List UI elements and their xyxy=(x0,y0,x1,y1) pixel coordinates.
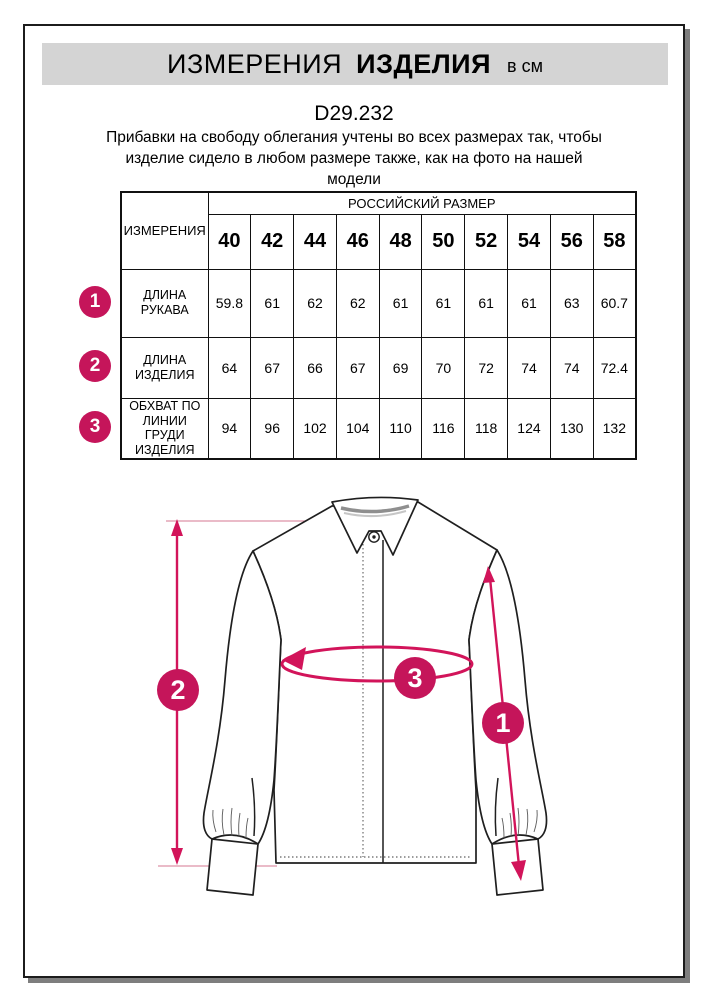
sleeve-left xyxy=(203,551,281,844)
diagram-marker-sleeve-length xyxy=(482,702,524,744)
measurements-table xyxy=(120,191,637,460)
value-cell: 70 xyxy=(422,337,465,398)
page-title-bold: ИЗДЕЛИЯ xyxy=(356,48,491,79)
outer-frame xyxy=(23,24,685,978)
value-cell: 62 xyxy=(294,269,337,337)
size-header: 46 xyxy=(336,214,379,269)
size-header: 50 xyxy=(422,214,465,269)
row-marker-2: 2 xyxy=(79,350,111,382)
value-cell: 102 xyxy=(294,398,337,459)
value-cell: 67 xyxy=(336,337,379,398)
table-row-item-length xyxy=(121,337,636,398)
value-cell: 61 xyxy=(465,269,508,337)
table-row xyxy=(121,192,636,214)
cuff-left xyxy=(207,839,258,895)
product-code: D29.232 xyxy=(314,102,394,125)
size-header: 56 xyxy=(550,214,593,269)
value-cell: 64 xyxy=(208,337,251,398)
value-cell: 104 xyxy=(336,398,379,459)
diagram-marker-item-length xyxy=(157,669,199,711)
value-cell: 96 xyxy=(251,398,294,459)
value-cell: 63 xyxy=(550,269,593,337)
svg-text:3: 3 xyxy=(407,663,423,693)
size-header: 42 xyxy=(251,214,294,269)
value-cell: 94 xyxy=(208,398,251,459)
value-cell: 124 xyxy=(508,398,551,459)
row-label: ОБХВАТ ПО ЛИНИИ ГРУДИ ИЗДЕЛИЯ xyxy=(121,398,208,459)
page-title-unit: в см xyxy=(507,55,543,76)
table-row-chest-girth xyxy=(121,398,636,459)
value-cell: 61 xyxy=(251,269,294,337)
value-cell: 72 xyxy=(465,337,508,398)
row-label: ДЛИНА РУКАВА xyxy=(121,269,208,337)
description-line: модели xyxy=(327,171,381,188)
value-cell: 61 xyxy=(508,269,551,337)
value-cell: 69 xyxy=(379,337,422,398)
size-header: 52 xyxy=(465,214,508,269)
arrowhead-down xyxy=(171,848,183,865)
value-cell: 132 xyxy=(593,398,636,459)
value-cell: 72.4 xyxy=(593,337,636,398)
row-marker-3: 3 xyxy=(79,411,111,443)
sleeve-right xyxy=(469,550,547,844)
value-cell: 66 xyxy=(294,337,337,398)
value-cell: 116 xyxy=(422,398,465,459)
value-cell: 118 xyxy=(465,398,508,459)
value-cell: 61 xyxy=(379,269,422,337)
value-cell: 74 xyxy=(508,337,551,398)
collar-button-dot xyxy=(372,535,375,538)
svg-text:2: 2 xyxy=(170,675,186,705)
page-title: ИЗМЕРЕНИЯ xyxy=(167,48,343,79)
size-header: 54 xyxy=(508,214,551,269)
description xyxy=(25,127,683,190)
value-cell: 61 xyxy=(422,269,465,337)
measure-column-header: ИЗМЕРЕНИЯ xyxy=(121,192,208,269)
size-header: 44 xyxy=(294,214,337,269)
garment-technical-drawing xyxy=(140,480,560,920)
size-header: 58 xyxy=(593,214,636,269)
description-line: Прибавки на свободу облегания учтены во всех размерах так, чтобы xyxy=(106,129,602,146)
row-marker-1: 1 xyxy=(79,286,111,318)
row-label: ДЛИНА ИЗДЕЛИЯ xyxy=(121,337,208,398)
value-cell: 110 xyxy=(379,398,422,459)
value-cell: 59.8 xyxy=(208,269,251,337)
table-row-sleeve-length xyxy=(121,269,636,337)
size-header: 40 xyxy=(208,214,251,269)
value-cell: 67 xyxy=(251,337,294,398)
value-cell: 130 xyxy=(550,398,593,459)
value-cell: 60.7 xyxy=(593,269,636,337)
value-cell: 74 xyxy=(550,337,593,398)
svg-text:1: 1 xyxy=(495,708,511,738)
description-line: изделие сидело в любом размере также, как на фото на нашей xyxy=(125,150,583,167)
shirt-body xyxy=(253,502,497,863)
value-cell: 62 xyxy=(336,269,379,337)
diagram-marker-chest-girth xyxy=(394,657,436,699)
size-header: 48 xyxy=(379,214,422,269)
title-band xyxy=(42,43,668,85)
russian-size-header: РОССИЙСКИЙ РАЗМЕР xyxy=(208,192,636,214)
